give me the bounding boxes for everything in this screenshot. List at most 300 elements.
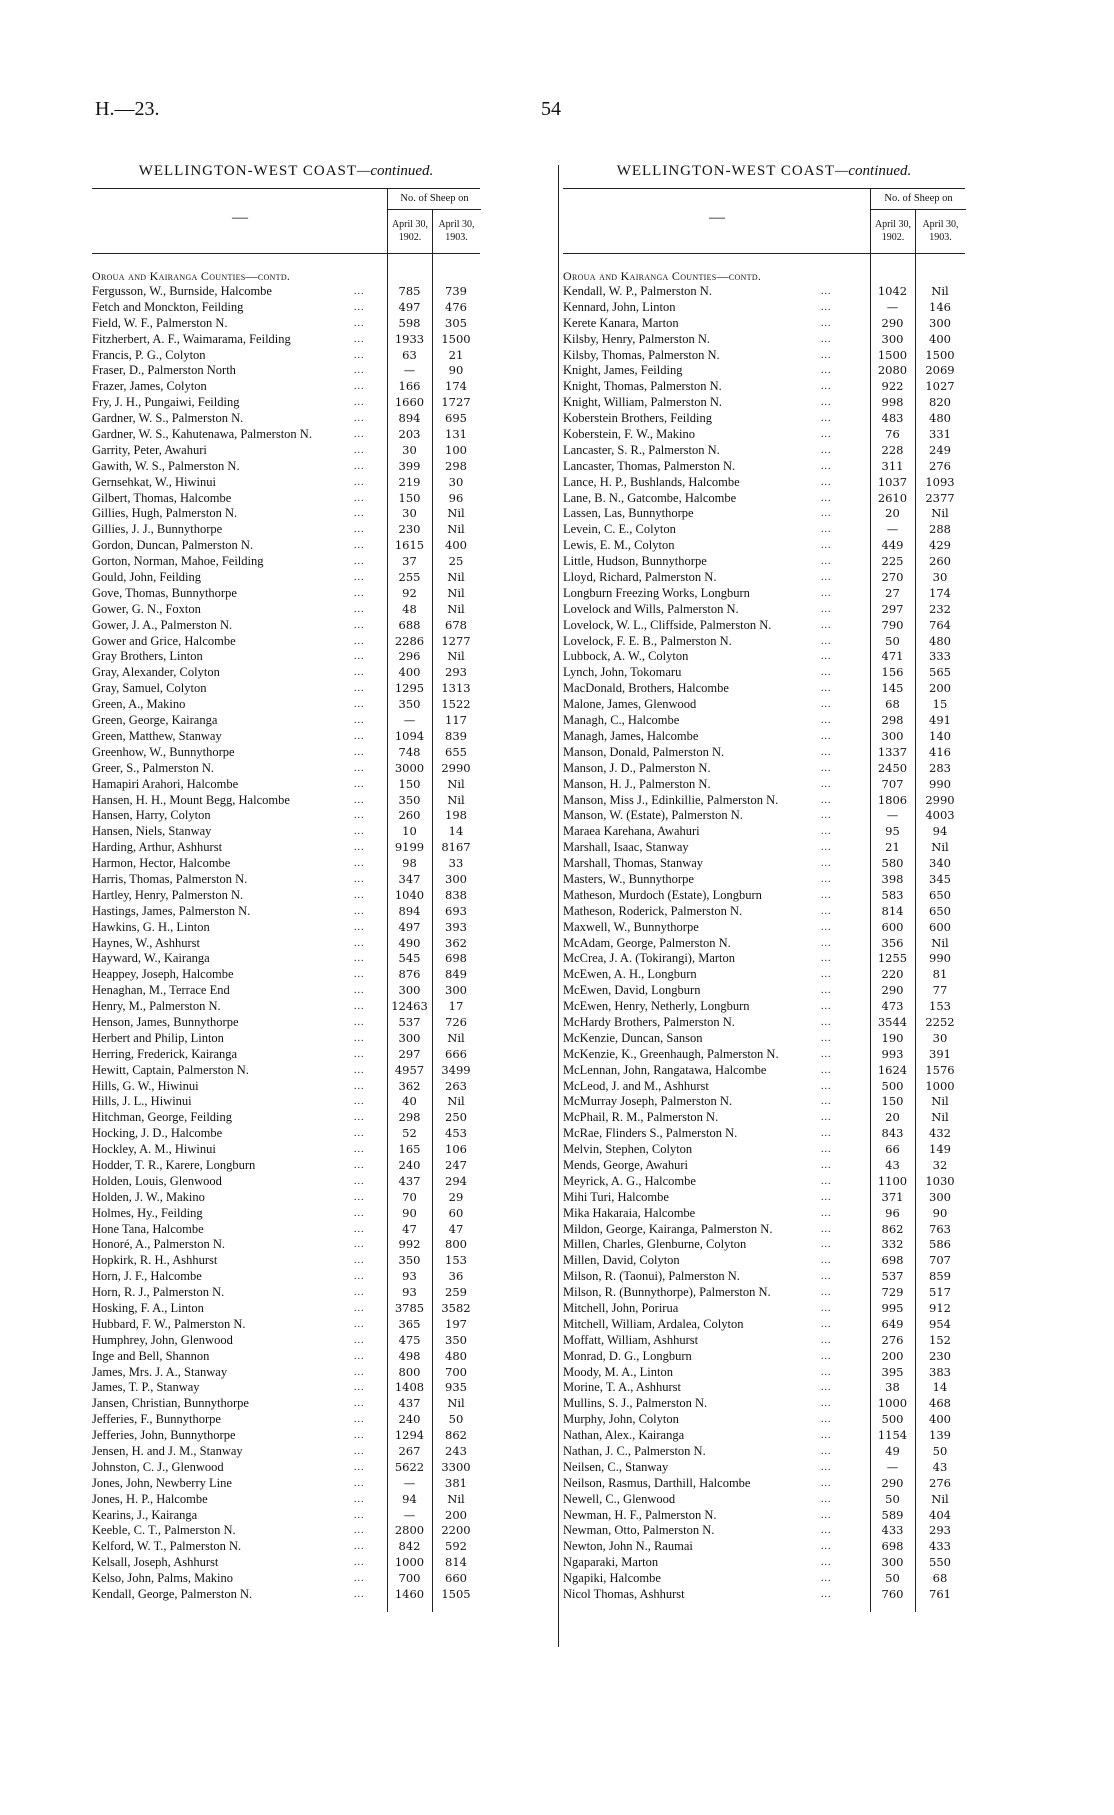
table-row	[563, 1269, 993, 1285]
owner-name: Henson, James, Bunnythorpe	[92, 1014, 239, 1029]
owner-name: Levein, C. E., Colyton	[563, 522, 676, 537]
sheep-1903: 650	[929, 903, 951, 918]
table-row	[563, 1380, 993, 1396]
owner-name: Humphrey, John, Glenwood	[92, 1332, 233, 1347]
owner-name: Lovelock, F. E. B., Palmerston N.	[563, 633, 732, 648]
sheep-1902: 145	[881, 681, 904, 696]
sheep-1902: 350	[398, 697, 421, 712]
owner-name: Gernsehkat, W., Hiwinui	[92, 474, 216, 489]
sheep-1902: 598	[398, 315, 421, 330]
sheep-1902: 296	[398, 649, 421, 664]
sheep-1902: 992	[398, 1237, 421, 1252]
leader-dots: ...	[354, 1096, 365, 1108]
sheep-1902: 350	[398, 792, 421, 807]
leader-dots: ...	[354, 1001, 365, 1013]
owner-name: Milson, R. (Taonui), Palmerston N.	[563, 1269, 740, 1284]
leader-dots: ...	[354, 1080, 365, 1092]
right-group-header: No. of Sheep on	[870, 189, 966, 210]
table-row	[92, 665, 554, 681]
table-row	[563, 1142, 993, 1158]
left-table-header	[92, 188, 480, 254]
leader-dots: ...	[821, 1382, 832, 1394]
leader-dots: ...	[354, 1589, 365, 1601]
sheep-1902: 52	[402, 1126, 417, 1141]
owner-name: Henaghan, M., Terrace End	[92, 983, 230, 998]
leader-dots: ...	[821, 381, 832, 393]
sheep-1903: 468	[929, 1396, 951, 1411]
owner-name: Nathan, J. C., Palmerston N.	[563, 1444, 706, 1459]
table-row	[92, 1047, 554, 1063]
leader-dots: ...	[354, 905, 365, 917]
owner-name: Murphy, John, Colyton	[563, 1412, 679, 1427]
sheep-1903: 90	[932, 1205, 948, 1220]
owner-name: Herbert and Philip, Linton	[92, 1030, 224, 1045]
owner-name: Hodder, T. R., Karere, Longburn	[92, 1157, 256, 1172]
sheep-1902: 150	[881, 1094, 904, 1109]
table-row	[92, 1190, 554, 1206]
sheep-1902: 433	[881, 1523, 904, 1538]
owner-name: Longburn Freezing Works, Longburn	[563, 585, 750, 600]
owner-name: McAdam, George, Palmerston N.	[563, 935, 731, 950]
table-row	[563, 920, 993, 936]
table-row	[563, 1539, 993, 1555]
table-row	[563, 1428, 993, 1444]
leader-dots: ...	[354, 651, 365, 663]
owner-name: Nathan, Alex., Kairanga	[563, 1428, 685, 1443]
sheep-1902: 1000	[394, 1555, 425, 1570]
owner-name: Masters, W., Bunnythorpe	[563, 871, 694, 886]
sheep-1903: 2377	[925, 490, 955, 505]
owner-name: Mildon, George, Kairanga, Palmerston N.	[563, 1221, 773, 1236]
table-row	[92, 475, 554, 491]
left-county-heading: Oroua and Kairanga Counties—contd.	[92, 269, 291, 283]
sheep-1903: 32	[932, 1157, 948, 1172]
table-row	[92, 1285, 554, 1301]
sheep-1902: 1660	[394, 395, 425, 410]
sheep-1903: Nil	[931, 935, 949, 950]
sheep-1903: 393	[445, 919, 467, 934]
leader-dots: ...	[821, 762, 832, 774]
leader-dots: ...	[821, 1048, 832, 1060]
leader-dots: ...	[354, 1064, 365, 1076]
sheep-1903: 68	[932, 1571, 948, 1586]
sheep-1902: 298	[398, 1110, 421, 1125]
table-row	[92, 824, 554, 840]
leader-dots: ...	[821, 1223, 832, 1235]
leader-dots: ...	[821, 444, 832, 456]
owner-name: Fry, J. H., Pungaiwi, Feilding	[92, 395, 240, 410]
sheep-1902: 862	[881, 1221, 904, 1236]
sheep-1902: 698	[881, 1253, 904, 1268]
table-row	[563, 586, 993, 602]
leader-dots: ...	[354, 715, 365, 727]
owner-name: Millen, David, Colyton	[563, 1253, 680, 1268]
leader-dots: ...	[821, 1112, 832, 1124]
sheep-1902: 3000	[394, 760, 425, 775]
leader-dots: ...	[821, 286, 832, 297]
table-row	[92, 1444, 554, 1460]
leader-dots: ...	[821, 937, 832, 949]
owner-name: Moody, M. A., Linton	[563, 1364, 673, 1379]
table-row	[563, 332, 993, 348]
sheep-1903: 293	[445, 665, 467, 680]
table-row	[563, 1508, 993, 1524]
owner-name: Kelsall, Joseph, Ashhurst	[92, 1555, 219, 1570]
sheep-1902: 90	[402, 1205, 417, 1220]
sheep-1903: 990	[929, 776, 951, 791]
sheep-1903: Nil	[931, 840, 949, 855]
owner-name: Marshall, Thomas, Stanway	[563, 856, 704, 871]
leader-dots: ...	[821, 1414, 832, 1426]
sheep-1902: 96	[885, 1205, 900, 1220]
leader-dots: ...	[821, 365, 832, 377]
right-column	[563, 160, 993, 1603]
leader-dots: ...	[354, 873, 365, 885]
leader-dots: ...	[354, 286, 365, 297]
leader-dots: ...	[821, 905, 832, 917]
owner-name: Mika Hakaraia, Halcombe	[563, 1205, 696, 1220]
sheep-1903: 2069	[925, 363, 955, 378]
owner-name: Hawkins, G. H., Linton	[92, 919, 210, 934]
table-row	[563, 1063, 993, 1079]
table-row	[563, 1190, 993, 1206]
table-row	[563, 491, 993, 507]
sheep-1902: 95	[885, 824, 900, 839]
owner-name: Mitchell, John, Porirua	[563, 1301, 679, 1315]
sheep-1902: 165	[398, 1142, 421, 1157]
leader-dots: ...	[821, 1016, 832, 1028]
sheep-1902: 537	[881, 1269, 904, 1284]
owner-name: Koberstein Brothers, Feilding	[563, 411, 712, 426]
sheep-1903: 416	[929, 744, 951, 759]
sheep-1903: 480	[929, 411, 951, 426]
sheep-1902: 1037	[877, 474, 908, 489]
owner-name: Lance, H. P., Bushlands, Halcombe	[563, 474, 740, 489]
sheep-1903: 695	[445, 411, 467, 426]
table-row	[92, 1555, 554, 1571]
leader-dots: ...	[821, 1032, 832, 1044]
sheep-1902: 200	[881, 1348, 904, 1363]
owner-name: Gorton, Norman, Mahoe, Feilding	[92, 554, 264, 569]
owner-name: Honoré, A., Palmerston N.	[92, 1237, 225, 1252]
owner-name: Jones, John, Newberry Line	[92, 1475, 232, 1490]
sheep-1903: 200	[445, 1507, 467, 1522]
leader-dots: ...	[354, 1239, 365, 1251]
table-row	[563, 1317, 993, 1333]
sheep-1902: 995	[881, 1301, 904, 1315]
leader-dots: ...	[821, 921, 832, 933]
sheep-1902: 876	[398, 967, 421, 982]
sheep-1902: 729	[881, 1285, 904, 1300]
sheep-1903: 25	[448, 554, 464, 569]
owner-name: Hewitt, Captain, Palmerston N.	[92, 1062, 249, 1077]
owner-name: Jansen, Christian, Bunnythorpe	[92, 1396, 249, 1411]
owner-name: Little, Hudson, Bunnythorpe	[563, 554, 707, 569]
table-row	[92, 570, 554, 586]
owner-name: Neilsen, C., Stanway	[563, 1459, 669, 1474]
sheep-1902: 1624	[877, 1062, 908, 1077]
sheep-1903: 333	[929, 649, 951, 664]
owner-name: Gordon, Duncan, Palmerston N.	[92, 538, 254, 553]
owner-name: Mullins, S. J., Palmerston N.	[563, 1396, 708, 1411]
sheep-1903: 476	[445, 299, 467, 314]
sheep-1903: 8167	[441, 840, 471, 855]
owner-name: Hayward, W., Kairanga	[92, 951, 210, 966]
owner-name: Haynes, W., Ashhurst	[92, 935, 200, 950]
sheep-1902: 362	[398, 1078, 421, 1093]
sheep-1902: 800	[398, 1364, 421, 1379]
leader-dots: ...	[821, 301, 832, 313]
table-row	[92, 1142, 554, 1158]
owner-name: Gray, Alexander, Colyton	[92, 665, 220, 680]
leader-dots: ...	[821, 540, 832, 552]
table-row	[563, 443, 993, 459]
leader-dots: ...	[354, 683, 365, 695]
sheep-1902: 150	[398, 776, 421, 791]
owner-name: Monrad, D. G., Longburn	[563, 1348, 692, 1363]
table-row	[92, 300, 554, 316]
table-row	[92, 491, 554, 507]
leader-dots: ...	[821, 619, 832, 631]
sheep-1902: 43	[885, 1157, 900, 1172]
table-row	[92, 1063, 554, 1079]
leader-dots: ...	[354, 1112, 365, 1124]
sheep-1902: 500	[881, 1078, 904, 1093]
sheep-1902: 537	[398, 1014, 421, 1029]
sheep-1903: 153	[929, 999, 951, 1014]
table-row	[92, 379, 554, 395]
owner-name: Knight, Thomas, Palmerston N.	[563, 379, 722, 394]
sheep-1902: 993	[881, 1046, 904, 1061]
owner-name: Gray, Samuel, Colyton	[92, 681, 207, 696]
owner-name: Frazer, James, Colyton	[92, 379, 207, 394]
owner-name: Morine, T. A., Ashhurst	[563, 1380, 681, 1395]
leader-dots: ...	[354, 730, 365, 742]
leader-dots: ...	[354, 444, 365, 456]
sheep-1903: 698	[445, 951, 467, 966]
sheep-1903: 15	[932, 697, 948, 712]
sheep-1902: 1040	[394, 887, 425, 902]
table-row	[563, 1158, 993, 1174]
leader-dots: ...	[354, 858, 365, 870]
leader-dots: ...	[821, 1509, 832, 1521]
owner-name: Green, George, Kairanga	[92, 713, 218, 728]
owner-name: Inge and Bell, Shannon	[92, 1348, 210, 1363]
leader-dots: ...	[354, 572, 365, 584]
sheep-1903: 345	[929, 871, 951, 886]
sheep-1902: 70	[402, 1189, 417, 1204]
sheep-1903: 247	[445, 1157, 467, 1172]
table-row	[92, 1539, 554, 1555]
sheep-1902: 311	[881, 458, 904, 473]
sheep-1902: 483	[881, 411, 904, 426]
column-divider	[558, 165, 559, 1647]
table-row	[563, 1571, 993, 1587]
leader-dots: ...	[354, 1461, 365, 1473]
sheep-1903: 650	[929, 887, 951, 902]
sheep-1903: Nil	[447, 522, 465, 537]
sheep-1903: 81	[932, 967, 948, 982]
owner-name: Kelso, John, Palms, Makino	[92, 1571, 233, 1586]
leader-dots: ...	[354, 508, 365, 520]
sheep-1903: 400	[445, 538, 467, 553]
table-row	[563, 999, 993, 1015]
table-row	[92, 1523, 554, 1539]
sheep-1903: 283	[929, 760, 951, 775]
leader-dots: ...	[354, 921, 365, 933]
leader-dots: ...	[821, 873, 832, 885]
table-row	[92, 888, 554, 904]
table-row	[92, 1380, 554, 1396]
owner-name: Gould, John, Feilding	[92, 570, 202, 585]
sheep-1902: 760	[881, 1587, 904, 1602]
sheep-1902: 490	[398, 935, 421, 950]
table-row	[92, 316, 554, 332]
leader-dots: ...	[821, 397, 832, 409]
table-row	[563, 1031, 993, 1047]
owner-name: McPhail, R. M., Palmerston N.	[563, 1110, 719, 1125]
leader-dots: ...	[821, 699, 832, 711]
owner-name: Hockley, A. M., Hiwinui	[92, 1142, 216, 1157]
sheep-1903: 655	[445, 744, 467, 759]
sheep-1903: 764	[929, 617, 951, 632]
leader-dots: ...	[821, 460, 832, 472]
table-row	[92, 506, 554, 522]
sheep-1903: 400	[929, 1412, 951, 1427]
table-row	[563, 475, 993, 491]
owner-name: Holden, J. W., Makino	[92, 1189, 205, 1204]
table-row	[563, 506, 993, 522]
owner-name: Gower, G. N., Foxton	[92, 601, 201, 616]
owner-name: Kelford, W. T., Palmerston N.	[92, 1539, 242, 1554]
leader-dots: ...	[821, 1175, 832, 1187]
owner-name: Hone Tana, Halcombe	[92, 1221, 204, 1236]
leader-dots: ...	[821, 889, 832, 901]
sheep-1902: 240	[398, 1157, 421, 1172]
table-row	[92, 1587, 554, 1603]
owner-name: Gower and Grice, Halcombe	[92, 633, 236, 648]
table-row	[92, 808, 554, 824]
sheep-1903: Nil	[447, 1491, 465, 1506]
sheep-1902: 228	[881, 442, 904, 457]
table-row	[563, 554, 993, 570]
owner-name: McCrea, J. A. (Tokirangi), Marton	[563, 951, 736, 966]
sheep-1903: Nil	[447, 649, 465, 664]
sheep-1903: 174	[929, 585, 951, 600]
left-column-rule-1	[387, 252, 388, 1612]
sheep-1903: 198	[445, 808, 467, 823]
leader-dots: ...	[354, 556, 365, 568]
table-row	[563, 729, 993, 745]
owner-name: Kilsby, Thomas, Palmerston N.	[563, 347, 720, 362]
table-row	[92, 936, 554, 952]
leader-dots: ...	[354, 492, 365, 504]
owner-name: Kilsby, Henry, Palmerston N.	[563, 331, 710, 346]
sheep-1902: 583	[881, 887, 904, 902]
table-row	[563, 522, 993, 538]
owner-name: James, T. P., Stanway	[92, 1380, 200, 1395]
table-row	[92, 920, 554, 936]
sheep-1902: 1255	[877, 951, 908, 966]
sheep-1902: —	[403, 1507, 416, 1522]
sheep-1903: 230	[929, 1348, 951, 1363]
sheep-1903: 739	[445, 284, 467, 298]
owner-name: Lancaster, Thomas, Palmerston N.	[563, 458, 736, 473]
table-row	[563, 872, 993, 888]
owner-name: Fitzherbert, A. F., Waimarama, Feilding	[92, 331, 291, 346]
sheep-1903: 276	[929, 458, 951, 473]
sheep-1902: 10	[402, 824, 417, 839]
sheep-1903: 491	[929, 713, 951, 728]
sheep-1903: 660	[445, 1571, 467, 1586]
leader-dots: ...	[821, 1334, 832, 1346]
table-row	[563, 1412, 993, 1428]
sheep-1902: 2610	[877, 490, 908, 505]
owner-name: Gardner, W. S., Palmerston N.	[92, 411, 244, 426]
table-row	[563, 1396, 993, 1412]
sheep-1902: 49	[885, 1444, 900, 1459]
table-row	[563, 1253, 993, 1269]
sheep-1903: 800	[445, 1237, 467, 1252]
leader-dots: ...	[821, 1493, 832, 1505]
sheep-1902: 93	[402, 1285, 417, 1300]
sheep-1903: Nil	[447, 1094, 465, 1109]
sheep-1902: 190	[881, 1030, 904, 1045]
leader-dots: ...	[354, 778, 365, 790]
table-row	[563, 888, 993, 904]
table-row	[92, 363, 554, 379]
table-row	[92, 411, 554, 427]
owner-name: Hastings, James, Palmerston N.	[92, 903, 251, 918]
table-row	[92, 427, 554, 443]
owner-name: Hills, J. L., Hiwinui	[92, 1094, 192, 1109]
sheep-1903: 453	[445, 1126, 467, 1141]
leader-dots: ...	[821, 413, 832, 425]
sheep-1902: 98	[402, 856, 417, 871]
table-row	[92, 681, 554, 697]
owner-name: Gray Brothers, Linton	[92, 649, 203, 664]
sheep-1902: 300	[398, 983, 421, 998]
leader-dots: ...	[354, 762, 365, 774]
table-row	[563, 1492, 993, 1508]
sheep-1902: 1294	[394, 1428, 425, 1443]
sheep-1903: 707	[929, 1253, 951, 1268]
leader-dots: ...	[821, 333, 832, 345]
table-row	[92, 1460, 554, 1476]
owner-name: MacDonald, Brothers, Halcombe	[563, 681, 729, 696]
sheep-1902: 395	[881, 1364, 904, 1379]
table-row	[92, 649, 554, 665]
leader-dots: ...	[821, 953, 832, 965]
table-row	[563, 284, 993, 300]
leader-dots: ...	[354, 985, 365, 997]
sheep-1902: 843	[881, 1126, 904, 1141]
table-row	[92, 1333, 554, 1349]
sheep-1903: 859	[929, 1269, 951, 1284]
owner-name: Maxwell, W., Bunnythorpe	[563, 919, 699, 934]
table-row	[92, 538, 554, 554]
table-row	[92, 348, 554, 364]
leader-dots: ...	[821, 572, 832, 584]
leader-dots: ...	[354, 969, 365, 981]
sheep-1902: 399	[398, 458, 421, 473]
table-row	[92, 904, 554, 920]
leader-dots: ...	[354, 365, 365, 377]
owner-name: Kendall, George, Palmerston N.	[92, 1587, 253, 1602]
leader-dots: ...	[354, 1509, 365, 1521]
sheep-1903: 300	[445, 983, 467, 998]
owner-name: Lancaster, S. R., Palmerston N.	[563, 442, 720, 457]
